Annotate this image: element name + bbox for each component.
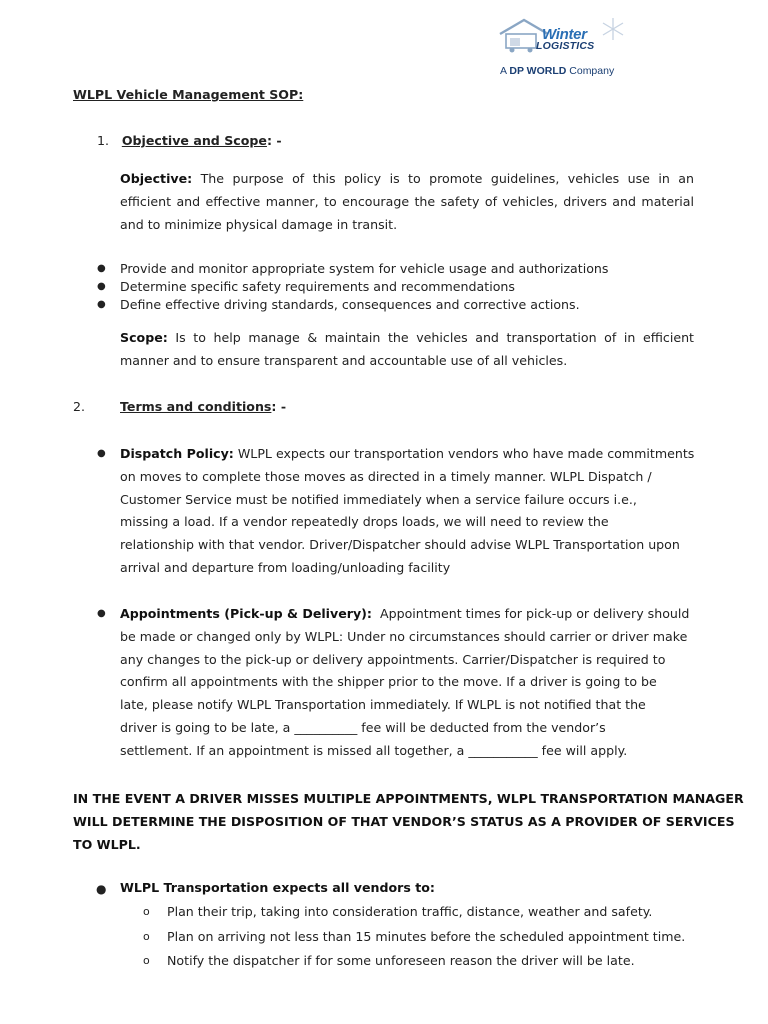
bullet-icon: ● [97, 281, 106, 292]
list-item: Plan on arriving not less than 15 minutes before the scheduled appointment time. [167, 929, 686, 944]
objective-label: Objective: [120, 171, 193, 186]
section-1-heading [97, 133, 282, 148]
logo-brand-logistics: LOGISTICS [536, 40, 595, 52]
dispatch-line-5: relationship with that vendor. Driver/Dispatcher should advise WLPL Transportation upon [120, 537, 680, 553]
appointments-paragraph [120, 603, 700, 763]
objective-line-3: and to minimize physical damage in transit. [120, 216, 398, 232]
section-1-number: 1. [97, 133, 110, 148]
appointments-line-3: any changes to the pick-up or delivery appointments. Carrier/Dispatcher is required to [120, 651, 666, 667]
sub-bullet-icon: o [143, 930, 150, 943]
notice-line-2: WILL DETERMINE THE DISPOSITION OF THAT VENDOR’S STATUS AS A PROVIDER OF SERVICES [73, 813, 735, 829]
appointments-line-6: driver is going to be late, a __________ fee will be deducted from the vendor’s [120, 719, 606, 735]
dispatch-policy-paragraph [120, 443, 700, 580]
section-2-suffix: : - [271, 399, 287, 414]
bullet-icon: ● [97, 608, 106, 619]
logo-tagline [500, 65, 614, 77]
bullet-icon: ● [97, 263, 106, 274]
list-item: Define effective driving standards, consequences and corrective actions. [120, 297, 580, 312]
tagline-prefix: A [500, 65, 507, 77]
appointments-label: Appointments (Pick-up & Delivery): [120, 606, 372, 621]
appointments-line-1: Appointment times for pick-up or delivery should [379, 606, 690, 621]
appointments-line-7: settlement. If an appointment is missed all together, a ___________ fee will apply. [120, 742, 628, 758]
list-item: Plan their trip, taking into consideration traffic, distance, weather and safety. [167, 904, 653, 919]
appointments-line-5: late, please notify WLPL Transportation immediately. If WLPL is not notified that the [120, 697, 646, 713]
appointments-line-2: be made or changed only by WLPL: Under no circumstances should carrier or driver make [120, 628, 688, 644]
section-2-heading [73, 399, 85, 414]
scope-paragraph [120, 327, 694, 373]
notice-line-3: TO WLPL. [73, 836, 141, 852]
dispatch-line-6: arrival and departure from loading/unloading facility [120, 559, 451, 575]
company-logo [496, 14, 656, 84]
list-item: Determine specific safety requirements and recommendations [120, 279, 515, 294]
section-2-title: Terms and conditions [120, 399, 272, 414]
section-2-title-wrap [120, 399, 286, 414]
tagline-brand: DP WORLD [509, 65, 567, 77]
notice-paragraph [73, 788, 744, 856]
sub-bullet-icon: o [143, 905, 150, 918]
scope-label: Scope: [120, 330, 168, 345]
scope-line-2: manner and to ensure transparent and accountable use of all vehicles. [120, 352, 568, 368]
bullet-icon: ● [96, 882, 107, 896]
list-item: Provide and monitor appropriate system for vehicle usage and authorizations [120, 261, 609, 276]
logo-brand-winter: Winter [542, 26, 587, 43]
dispatch-policy-label: Dispatch Policy: [120, 446, 234, 461]
expects-heading: WLPL Transportation expects all vendors to: [120, 880, 435, 895]
appointments-line-4: confirm all appointments with the shipper prior to the move. If a driver is going to be [120, 674, 657, 690]
objective-paragraph [120, 168, 694, 236]
scope-line-1: Is to help manage & maintain the vehicles and transportation of in efficient [175, 330, 694, 345]
sub-bullet-icon: o [143, 954, 150, 967]
dispatch-line-4: missing a load. If a vendor repeatedly drops loads, we will need to review the [120, 514, 609, 530]
section-2-number: 2. [73, 399, 86, 414]
bullet-icon: ● [97, 299, 106, 310]
snowflake-icon [600, 16, 626, 42]
objective-line-1: The purpose of this policy is to promote guidelines, vehicles use in an [200, 171, 694, 186]
section-1-title: Objective and Scope [121, 133, 267, 148]
document-title: WLPL Vehicle Management SOP: [73, 87, 304, 102]
dispatch-line-3: Customer Service must be notified immediately when a service failure occurs i.e., [120, 491, 637, 507]
dispatch-line-2: on moves to complete those moves as directed in a timely manner. WLPL Dispatch / [120, 468, 652, 484]
tagline-suffix: Company [569, 65, 615, 77]
dispatch-line-1: WLPL expects our transportation vendors who have made commitments [237, 446, 695, 461]
bullet-icon: ● [97, 448, 106, 459]
section-1-suffix: : - [266, 133, 282, 148]
list-item: Notify the dispatcher if for some unforeseen reason the driver will be late. [167, 953, 635, 968]
notice-line-1: IN THE EVENT A DRIVER MISSES MULTIPLE APPOINTMENTS, WLPL TRANSPORTATION MANAGER [73, 791, 744, 806]
objective-line-2: efficient and effective manner, to encourage the safety of vehicles, drivers and material [120, 193, 694, 209]
